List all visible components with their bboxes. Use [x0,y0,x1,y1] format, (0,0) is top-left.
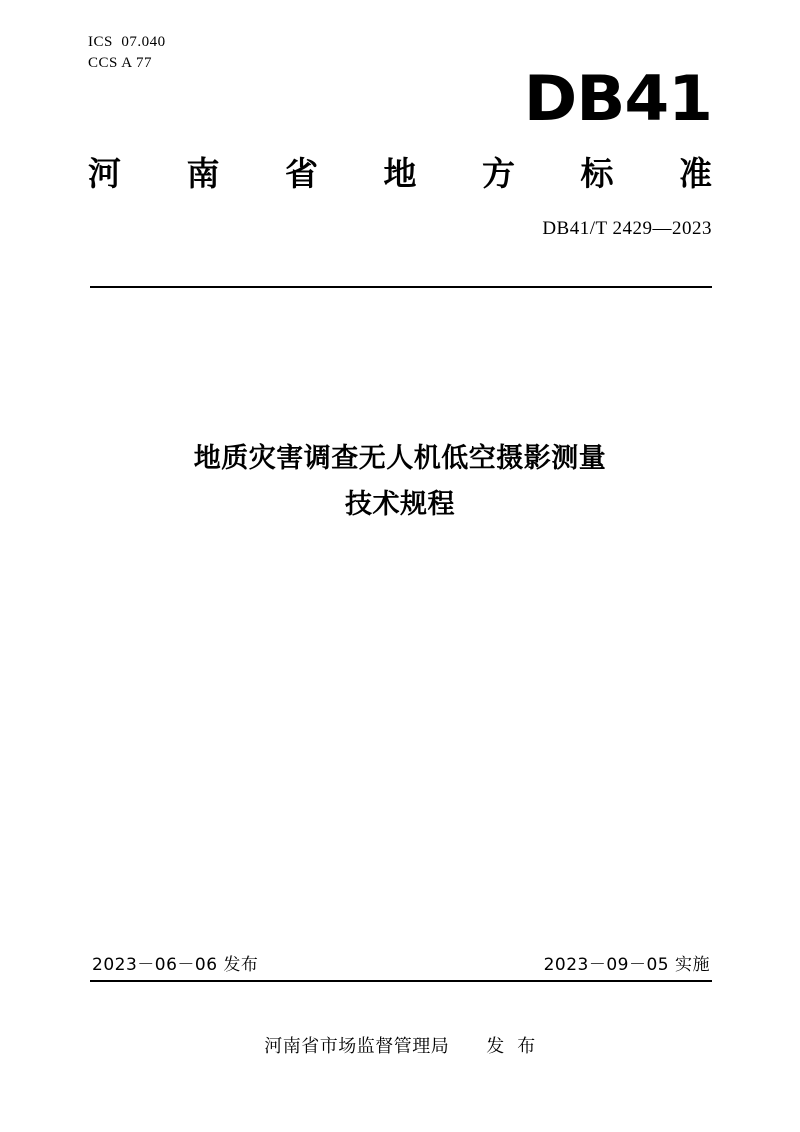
implementation-date: 2023－09－05 实施 [543,955,710,975]
ics-number: ICS 07.040 [88,34,166,50]
footer-divider [90,980,712,982]
header-divider [90,286,712,288]
document-title-line-2: 技术规程 [345,489,455,520]
classification-block [88,32,166,74]
db41-logo: DB41 [523,62,712,135]
ccs-number: CCS A 77 [88,55,153,71]
issuing-authority: 河南省市场监督管理局 发 布 [264,1036,536,1057]
document-title-line-1: 地质灾害调查无人机低空摄影测量 [193,443,607,474]
document-title [120,436,680,528]
standard-number: DB41/T 2429—2023 [542,218,712,239]
publish-date: 2023－06－06 发布 [92,955,259,975]
province-standard-title: 河南省地方标准 [88,154,712,193]
